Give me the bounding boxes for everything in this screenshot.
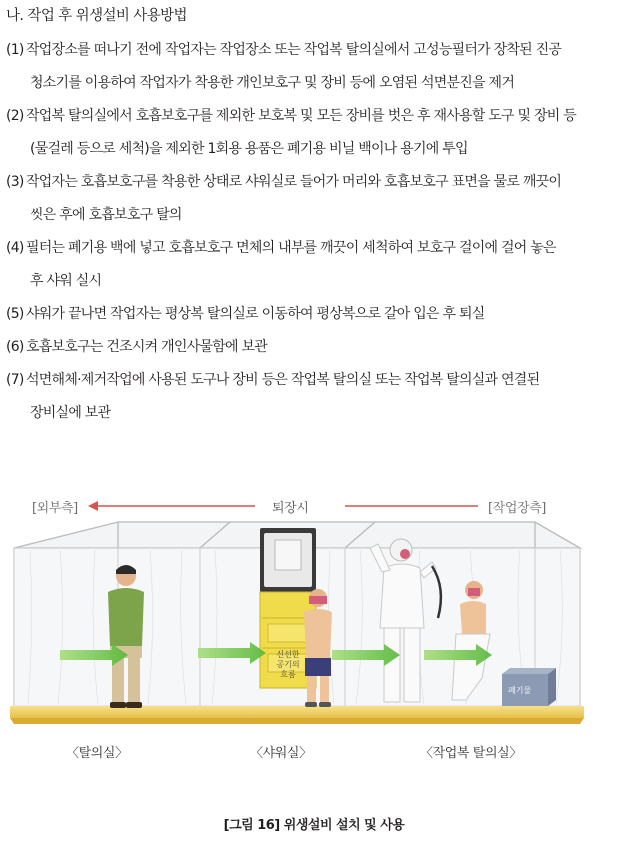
room-label-changing: 〈탈의실〉 [66, 746, 128, 761]
step-item [6, 364, 616, 430]
step-text-line: 석면해체·제거작업에 사용된 도구나 장비 등은 작업복 탈의실 또는 작업복 탈의실과 연결된 [26, 372, 540, 388]
fresh-air-label-line: 흐름 [280, 670, 296, 679]
hygiene-facility-figure [0, 478, 628, 778]
step-number: (7) [6, 372, 24, 388]
floor [10, 706, 584, 718]
section-title: 나. 작업 후 위생설비 사용방법 [6, 8, 187, 24]
step-item [6, 232, 616, 298]
step-item [6, 166, 616, 232]
step-number: (3) [6, 174, 24, 190]
step-text-line: 필터는 폐기용 백에 넣고 호흡보호구 면체의 내부를 깨끗이 세척하여 보호구 걸이에 걸어 놓은 [26, 240, 556, 256]
step-item [6, 34, 616, 100]
step-text-line: 씻은 후에 호흡보호구 탈의 [30, 207, 182, 223]
room-label-work-clothes: 〈작업복 탈의실〉 [420, 746, 522, 761]
step-number: (4) [6, 240, 24, 256]
step-text-line: 장비실에 보관 [30, 405, 111, 421]
step-item [6, 331, 616, 364]
work-area-side-label: [작업장측] [488, 501, 546, 516]
step-text-line: (물걸레 등으로 세척)을 제외한 1회용 용품은 폐기용 비닐 백이나 용기에 투입 [30, 141, 468, 157]
step-item [6, 100, 616, 166]
step-text-line: 샤워가 끝나면 작업자는 평상복 탈의실로 이동하여 평상복으로 갈아 입은 후 퇴실 [26, 306, 485, 322]
step-text-line: 작업장소를 떠나기 전에 작업자는 작업장소 또는 작업복 탈의실에서 고성능필터가 장착된 진공 [26, 42, 562, 58]
room-label-shower: 〈샤워실〉 [250, 746, 312, 761]
step-text-line: 작업자는 호흡보호구를 착용한 상태로 샤워실로 들어가 머리와 호흡보호구 표면을 물로 깨끗이 [26, 174, 562, 190]
fresh-air-label-line: 신선한 [276, 650, 300, 659]
figure-caption: [그림 16] 위생설비 설치 및 사용 [223, 818, 405, 833]
step-text-line: 후 샤워 실시 [30, 273, 102, 289]
steps-list [6, 34, 616, 430]
step-item [6, 298, 616, 331]
step-text-line: 호흡보호구는 건조시켜 개인사물함에 보관 [26, 339, 268, 355]
waste-label: 폐기물 [508, 686, 532, 695]
facility-illustration [0, 478, 628, 778]
step-number: (2) [6, 108, 24, 124]
step-number: (6) [6, 339, 24, 355]
step-text-line: 작업복 탈의실에서 호흡보호구를 제외한 보호복 및 모든 장비를 벗은 후 재사용할 도구 및 장비 등 [26, 108, 576, 124]
exit-label: 퇴장시 [272, 501, 309, 516]
step-number: (1) [6, 42, 24, 58]
step-text-line: 청소기를 이용하여 작업자가 착용한 개인보호구 및 장비 등에 오염된 석면분진을 제거 [30, 75, 515, 91]
step-number: (5) [6, 306, 24, 322]
fresh-air-label-line: 공기의 [276, 660, 300, 669]
fresh-air-label [268, 650, 308, 680]
outside-side-label: [외부측] [32, 501, 78, 516]
